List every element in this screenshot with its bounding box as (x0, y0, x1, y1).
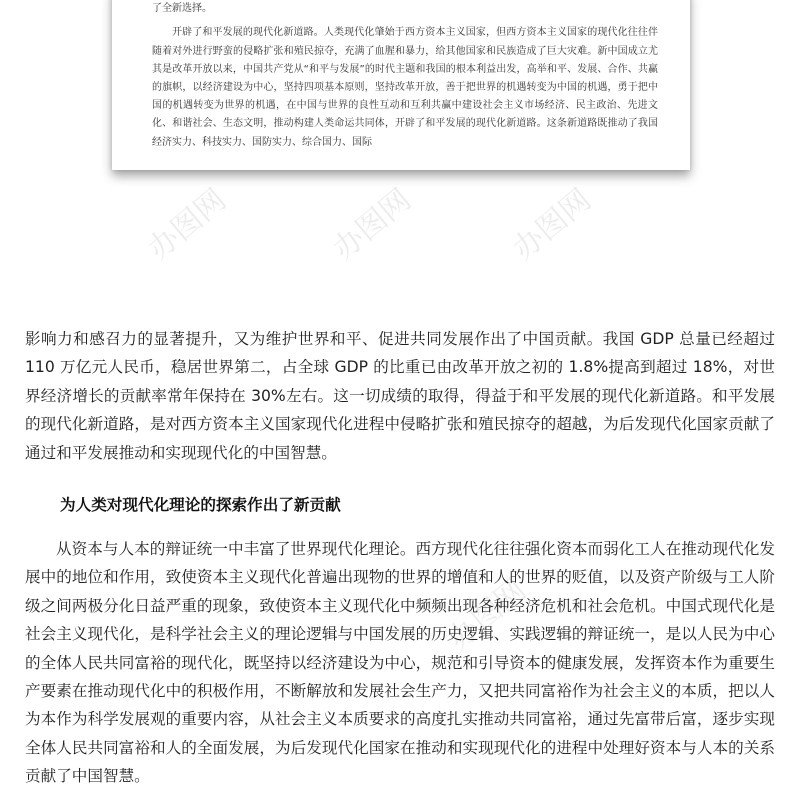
article-body (25, 325, 775, 791)
watermark-text: 办图网 (506, 182, 598, 268)
article-paragraph: 从资本与人本的辩证统一中丰富了世界现代化理论。西方现代化往往强化资本而弱化工人在推动现代化发展中的地位和作用，致使资本主义现代化普遍出现物的世界的增值和人的世界的贬值，以及资产阶级与工人阶级之间两极分化日益严重的现象，致使资本主义现代化中频频出现各种经济危机和社会危机。中国式现代化是社会主义现代化，是科学社会主义的理论逻辑与中国发展的历史逻辑、实践逻辑的辩证统一，是以人民为中心的全体人民共同富裕的现代化，既坚持以经济建设为中心，规范和引导资本的健康发展，发挥资本作为重要生产要素在推动现代化中的积极作用，不断解放和发展社会生产力，又把共同富裕作为社会主义的本质，把以人为本作为科学发展观的重要内容，从社会主义本质要求的高度扎实推动共同富裕，通过先富带后富，逐步实现全体人民共同富裕和人的全面发展，为后发现代化国家在推动和实现现代化的进程中处理好资本与人本的关系贡献了中国智慧。 (25, 540, 775, 786)
document-preview-card (112, 0, 690, 170)
preview-paragraph-top: 了全新选择。 (152, 3, 212, 15)
preview-text-block (152, 0, 658, 158)
watermark-text: 办图网 (441, 572, 533, 658)
section-heading: 为人类对现代化理论的探索作出了新贡献 (60, 496, 341, 515)
preview-paragraph: 开辟了和平发展的现代化新道路。人类现代化肇始于西方资本主义国家，但西方资本主义国家的现代化往往伴随着对外进行野蛮的侵略扩张和殖民掠夺，充满了血腥和暴力，给其他国家和民族造成了巨大灾难。新中国成立尤其是改革开放以来，中国共产党从“和平与发展”的时代主题和我国的根本利益出发，高举和平、发展、合作、共赢的旗帜，以经济建设为中心，坚持四项基本原则，坚持改革开放，善于把世界的机遇转变为中国的机遇，勇于把中国的机遇转变为世界的机遇，在中国与世界的良性互动和互利共赢中建设社会主义市场经济、民主政治、先进文化、和谐社会、生态文明，推动构建人类命运共同体，开辟了和平发展的现代化新道路。这条新道路既推动了我国经济实力、科技实力、国防实力、综合国力、国际 (152, 27, 658, 148)
watermark-text: 办图网 (141, 182, 233, 268)
watermark-text: 办图网 (326, 182, 418, 268)
article-paragraph: 影响力和感召力的显著提升，又为维护世界和平、促进共同发展作出了中国贡献。我国 GDP 总量已经超过 110 万亿元人民币，稳居世界第二，占全球 GDP 的比重已由改革开放之初的 1.8%提高到超过 18%，对世界经济增长的贡献率常年保持在 30%左右。这一切成绩的取得，得益于和平发展的现代化新道路。和平发展的现代化新道路，是对西方资本主义国家现代化进程中侵略扩张和殖民掠夺的超越，为后发现代化国家贡献了通过和平发展推动和实现现代化的中国智慧。 (25, 330, 775, 462)
